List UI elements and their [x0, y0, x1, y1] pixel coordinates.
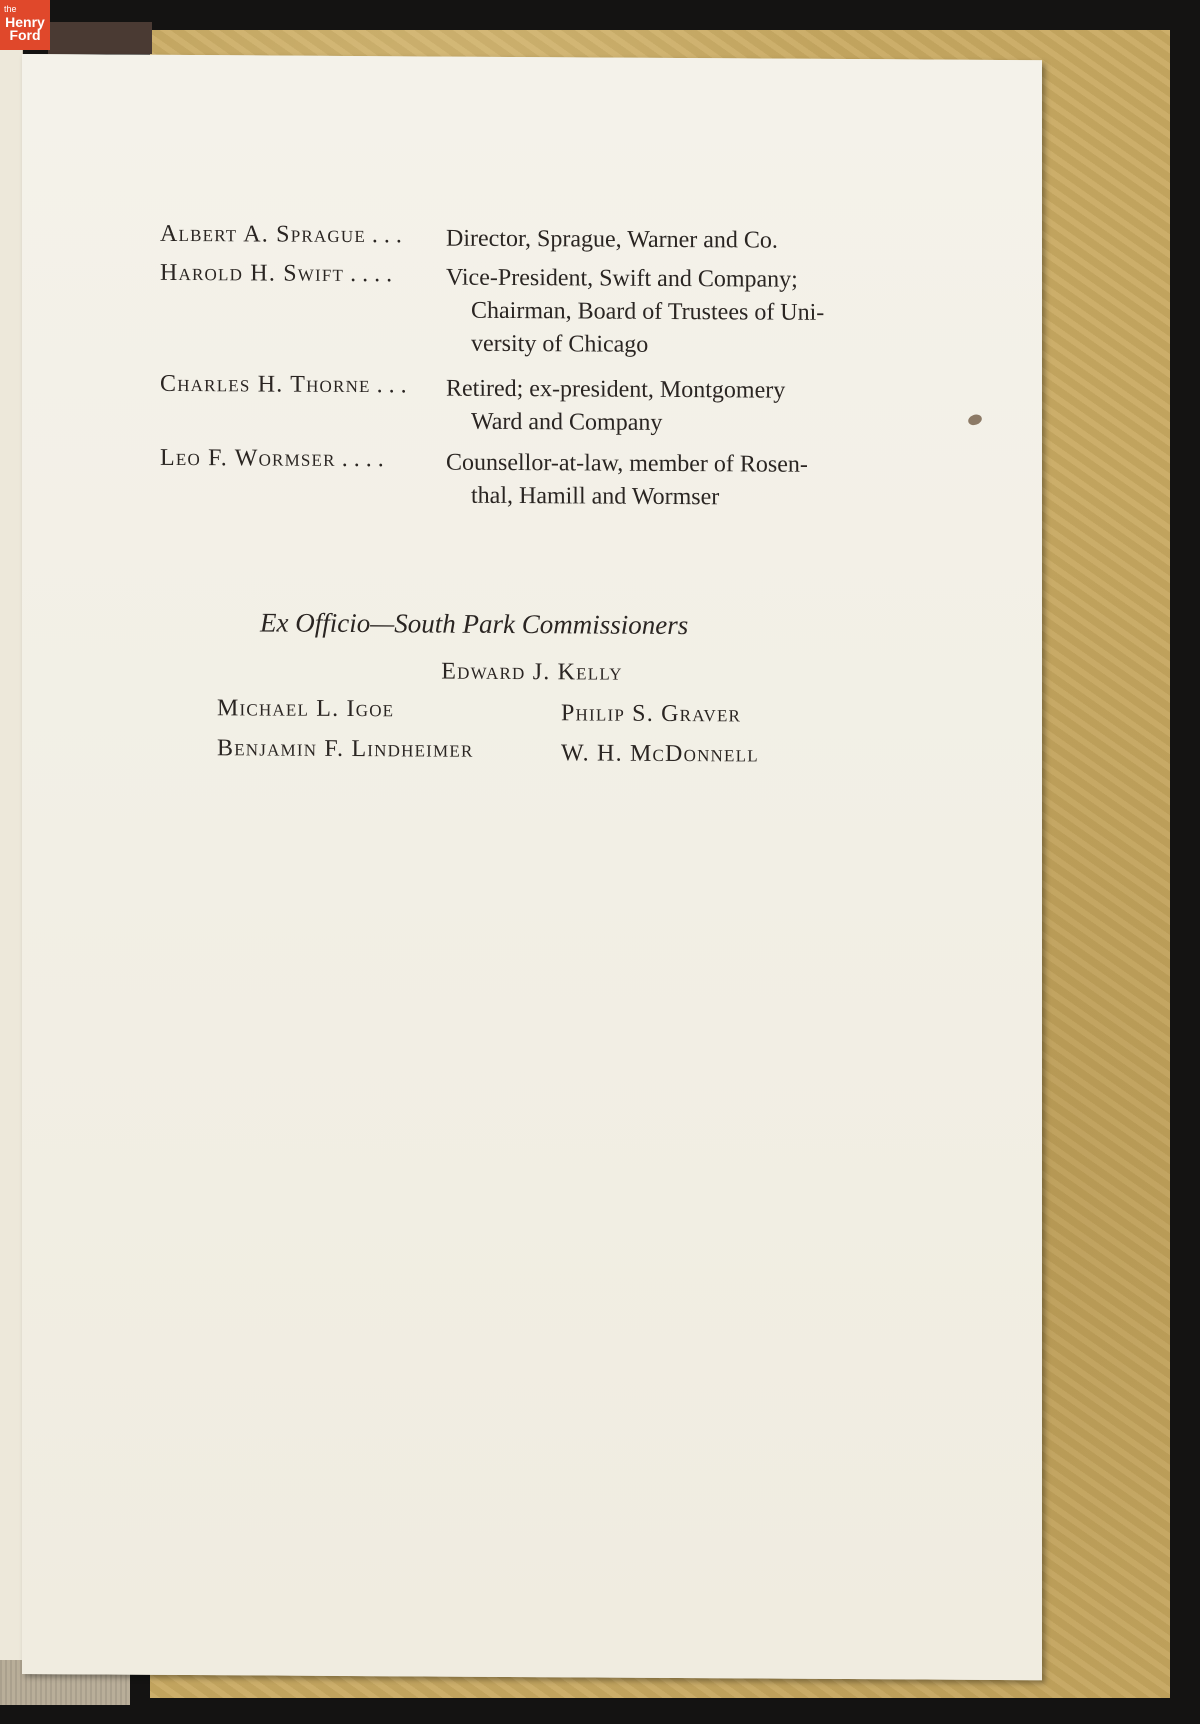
commissioner-name: Edward J. Kelly: [441, 658, 623, 686]
ex-officio-heading: Ex Officio—South Park Commissioners: [260, 607, 689, 641]
desc-line: Director, Sprague, Warner and Co.: [446, 225, 778, 254]
member-desc: [446, 262, 880, 364]
member-row: [160, 221, 880, 258]
desc-line: Counsellor-at-law, member of Rosen-: [446, 449, 808, 478]
desc-line: versity of Chicago: [471, 330, 649, 358]
leader-dots: . . .: [365, 222, 402, 249]
commissioner-name: Benjamin F. Lindheimer: [217, 735, 474, 763]
desc-line: Ward and Company: [471, 408, 663, 436]
logo-the: the: [4, 4, 17, 14]
member-row: [160, 445, 880, 515]
logo-line2: Ford: [9, 27, 41, 43]
member-name: Albert A. Sprague: [160, 220, 366, 249]
desc-line: Retired; ex-president, Montgomery: [446, 375, 786, 404]
desc-line: Chairman, Board of Trustees of Uni-: [471, 297, 825, 326]
leader-dots: . . . .: [344, 260, 393, 288]
member-row: [160, 371, 880, 441]
desc-line: Vice-President, Swift and Company;: [446, 264, 798, 293]
member-desc: [446, 373, 880, 442]
logo-line1: Henry: [5, 14, 45, 30]
commissioner-name: W. H. McDonnell: [561, 740, 759, 768]
book-spine-top: [48, 22, 152, 54]
desc-line: thal, Hamill and Wormser: [471, 482, 720, 511]
member-name: Charles H. Thorne: [160, 370, 371, 399]
leader-dots: . . . .: [335, 445, 384, 473]
book-page: [22, 54, 1042, 1680]
henry-ford-logo: [0, 0, 50, 50]
left-page-edge: [0, 50, 23, 1660]
member-desc: [446, 223, 880, 259]
member-desc: [446, 447, 880, 516]
member-row: [160, 260, 880, 363]
member-name: Harold H. Swift: [160, 259, 345, 287]
page-blemish: [967, 413, 984, 427]
commissioner-name: Philip S. Graver: [561, 700, 742, 728]
member-name: Leo F. Wormser: [160, 444, 336, 472]
commissioner-name: Michael L. Igoe: [217, 695, 395, 723]
leader-dots: . . .: [370, 372, 407, 399]
